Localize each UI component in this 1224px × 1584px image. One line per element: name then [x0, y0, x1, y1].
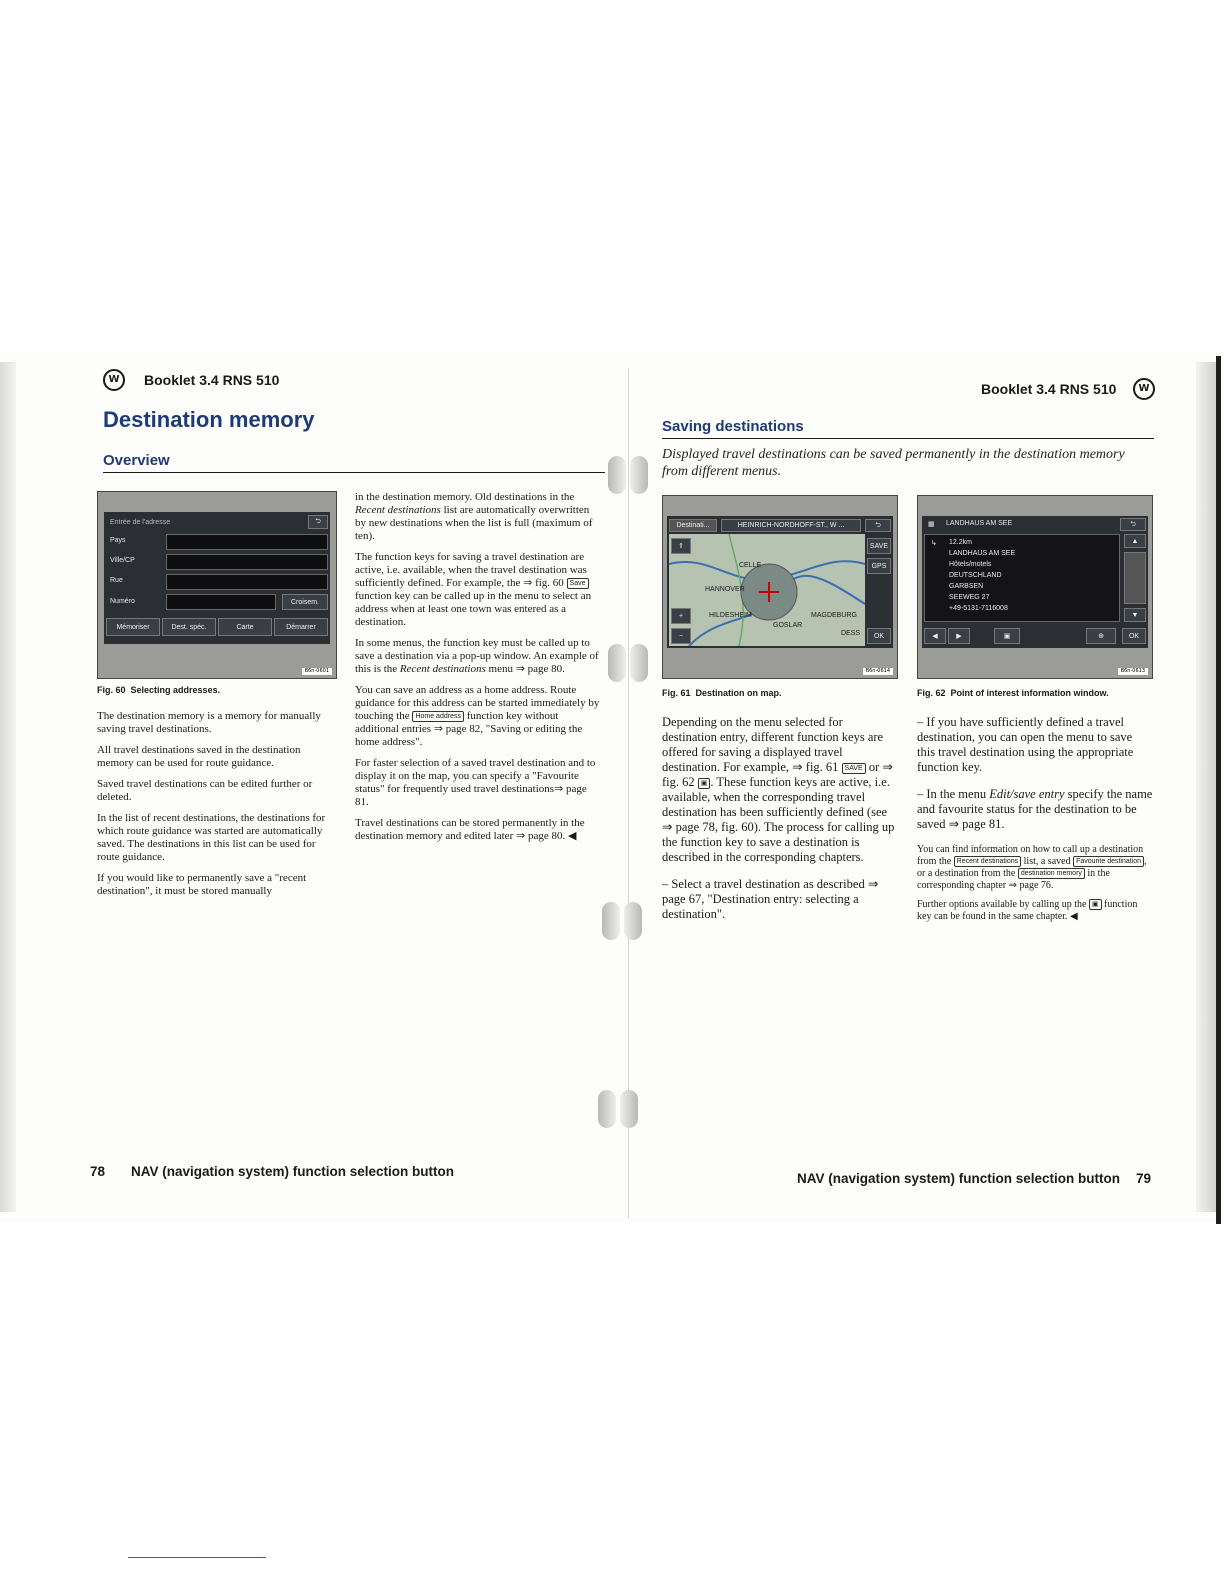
text: In some menus, the function key must be called up to save a destination via a pop-up window. An example of this is the	[355, 637, 599, 675]
next-icon[interactable]: ▶	[948, 628, 970, 644]
footer-left: NAV (navigation system) function selection button	[131, 1164, 455, 1179]
poi-line: SEEWEG 27	[949, 594, 990, 601]
text: specify the name and favourite status for the destination to be saved ⇒ page 81.	[917, 787, 1153, 831]
binder-ring	[596, 1086, 640, 1132]
text: list, a saved	[1021, 856, 1074, 867]
binder-ring	[600, 898, 644, 944]
paragraph	[662, 715, 898, 865]
poi-line: GARBSEN	[949, 583, 984, 590]
text: or ⇒ fig. 62	[662, 760, 893, 789]
text: . These function keys are active, i.e. available, when the corresponding travel destination has been sufficiently defined (see ⇒ page 78, fig. 60). The process for calling up the function key to save a destination is described in the corresponding chapters.	[662, 775, 895, 864]
text: in the destination memory. Old destinations in the	[355, 491, 575, 503]
street-field[interactable]	[166, 574, 328, 590]
binder-ring	[606, 452, 650, 498]
intersection-button[interactable]: Croisem.	[282, 594, 328, 610]
right-column-1	[662, 715, 898, 934]
city-label: HANNOVER	[705, 586, 745, 593]
paragraph: In the list of recent destinations, the destinations for which route guidance was started are automatically saved. The destinations in this list can be used for route guidance.	[97, 812, 326, 863]
figure-60-caption	[97, 685, 220, 695]
city-label: DESS	[841, 630, 861, 637]
vw-logo-icon: W	[1133, 378, 1155, 400]
favourite-destination-key: Favourite destination	[1073, 856, 1144, 867]
figure-code: B6n-0614	[863, 668, 893, 675]
city-label: HILDESHEIM	[709, 612, 752, 619]
text: , or a destination from the	[917, 856, 1147, 879]
running-header-right: Booklet 3.4 RNS 510	[981, 381, 1117, 397]
text: You can find information on how to call up a destination from the	[917, 844, 1144, 867]
save-memory-button[interactable]: Mémoriser	[106, 618, 160, 636]
right-column-2	[917, 715, 1153, 930]
map-button[interactable]: Carte	[218, 618, 272, 636]
number-field[interactable]	[166, 594, 276, 610]
emphasis: Recent destinations	[399, 663, 486, 675]
map-roads	[669, 534, 865, 646]
save-key-label: Save	[567, 578, 589, 589]
row-label: Numéro	[110, 598, 135, 605]
poi-line: LANDHAUS AM SEE	[949, 550, 1016, 557]
section-rule	[662, 438, 1154, 439]
emphasis: Edit/save entry	[989, 787, 1065, 801]
memory-key-label: ▣	[698, 778, 711, 789]
paragraph: Saved travel destinations can be edited further or deleted.	[97, 778, 313, 803]
save-key-label: SAVE	[842, 763, 866, 774]
memory-key-label: ▣	[1089, 899, 1102, 910]
figure-code: B6n-0613	[1118, 668, 1148, 675]
page-title: Destination memory	[103, 407, 315, 432]
paragraph: If you would like to permanently save a "recent destination", it must be stored manually	[97, 872, 307, 897]
screen-title: Entrée de l'adresse	[110, 519, 171, 526]
text: function key can be found in the same chapter. ◀	[917, 899, 1138, 922]
scroll-up-icon[interactable]: ▲	[1124, 534, 1146, 548]
page-edge-left	[0, 362, 16, 1212]
start-button[interactable]: Démarrer	[274, 618, 328, 636]
text: Further options available by calling up the	[917, 899, 1089, 910]
bottom-rule	[128, 1557, 266, 1558]
figure-code: B6n-0601	[302, 668, 332, 675]
binding-edge	[1216, 356, 1221, 1224]
poi-details	[924, 534, 1120, 622]
small-notes	[917, 844, 1153, 923]
row-label: Pays	[110, 537, 126, 544]
paragraph	[917, 844, 1153, 892]
caption-number: Fig. 61	[662, 688, 691, 698]
figure-60-screenshot	[97, 491, 337, 679]
paragraph: – Select a travel destination as described ⇒ page 67, "Destination entry: selecting a destination".	[662, 877, 879, 921]
map-view[interactable]	[669, 534, 865, 646]
figure-62-caption	[917, 688, 1109, 698]
save-button[interactable]: SAVE	[867, 538, 891, 554]
running-header-left: Booklet 3.4 RNS 510	[144, 372, 280, 388]
page-number-right: 79	[1136, 1171, 1152, 1186]
compass-button[interactable]: ⇑	[671, 538, 691, 554]
paragraph	[355, 637, 600, 676]
poi-line: 12.2km	[949, 539, 972, 546]
city-label: GOSLAR	[773, 622, 803, 629]
text: You can save an address as a home address. Route guidance for this address can be started immediately by touching the	[355, 684, 600, 722]
paragraph: – If you have sufficiently defined a travel destination, you can open the menu to save this travel destination using the appropriate function key.	[917, 715, 1134, 774]
poi-line: Hôtels/motels	[949, 561, 992, 568]
prev-icon[interactable]: ◀	[924, 628, 946, 644]
city-label: MAGDEBURG	[811, 612, 857, 619]
section-heading-saving: Saving destinations	[662, 418, 804, 435]
street-name-field: HEINRICH-NORDHOFF-ST., W ...	[721, 519, 861, 532]
paragraph: Travel destinations can be stored permanently in the destination memory and edited later ⇒ page 80. ◀	[355, 817, 585, 842]
text: – In the menu	[917, 787, 990, 801]
left-column-2	[355, 491, 600, 851]
page-edge-right	[1196, 362, 1218, 1212]
destination-memory-key: destination memory	[1018, 868, 1085, 879]
figure-61-caption	[662, 688, 782, 698]
emphasis: Recent destinations	[355, 504, 441, 516]
binder-ring	[606, 640, 650, 686]
text: Depending on the menu selected for destination entry, different function keys are offered for saving a displayed travel destination. For example, ⇒ fig. 61	[662, 715, 884, 774]
text: menu ⇒ page 80.	[485, 663, 565, 675]
caption-number: Fig. 60	[97, 685, 126, 695]
caption-text: Point of interest information window.	[950, 688, 1109, 698]
city-label: CELLE	[739, 562, 762, 569]
page-number-left: 78	[90, 1164, 106, 1179]
text: function key can be called up in the menu to select an address when at least one town was entered as a destination.	[355, 590, 592, 628]
poi-line: +49-5131-7116008	[949, 605, 1008, 612]
section-rule	[103, 472, 605, 473]
caption-text: Selecting addresses.	[130, 685, 221, 695]
left-column-1	[97, 710, 337, 906]
navigate-icon[interactable]: ⊕	[1086, 628, 1116, 644]
back-button[interactable]: ⮌	[308, 515, 328, 529]
direction-arrow-icon: ↳	[931, 540, 937, 547]
special-dest-button[interactable]: Dest. spéc.	[162, 618, 216, 636]
map-screen	[667, 516, 893, 648]
home-address-key-label: Home address	[412, 711, 464, 722]
poi-line: DEUTSCHLAND	[949, 572, 1002, 579]
paragraph	[917, 787, 1153, 832]
scrollbar[interactable]	[1124, 552, 1146, 604]
figure-62-screenshot	[917, 495, 1153, 679]
zoom-out-icon[interactable]: −	[671, 628, 691, 644]
section-intro: Displayed travel destinations can be saved permanently in the destination memory from different menus.	[662, 447, 1125, 479]
paragraph: The destination memory is a memory for manually saving travel destinations.	[97, 710, 321, 735]
poi-icon: ▦	[928, 521, 935, 528]
text: list are automatically overwritten by new destinations when the list is full (maximum of ten).	[355, 504, 593, 542]
ok-button[interactable]: OK	[1122, 628, 1146, 644]
zoom-in-icon[interactable]: +	[671, 608, 691, 624]
destination-tab[interactable]: Destinati...	[669, 519, 717, 532]
gps-button[interactable]: GPS	[867, 558, 891, 574]
figure-61-screenshot	[662, 495, 898, 679]
row-label: Ville/CP	[110, 557, 135, 564]
poi-info-screen	[922, 516, 1148, 648]
save-memory-icon[interactable]: ▣	[994, 628, 1020, 644]
paragraph: All travel destinations saved in the destination memory can be used for route guidance.	[97, 744, 301, 769]
caption-number: Fig. 62	[917, 688, 946, 698]
vw-logo-icon: W	[103, 369, 125, 391]
city-field[interactable]	[166, 554, 328, 570]
text: in the corresponding chapter ⇒ page 76.	[917, 868, 1110, 891]
back-button[interactable]: ⮌	[1120, 518, 1146, 531]
row-label: Rue	[110, 577, 123, 584]
country-field[interactable]	[166, 534, 328, 550]
paragraph	[355, 684, 600, 749]
paragraph	[355, 491, 600, 543]
caption-text: Destination on map.	[695, 688, 782, 698]
paragraph: For faster selection of a saved travel destination and to display it on the map, you can specify a "Favourite status" for frequently used travel destinations⇒ page 81.	[355, 757, 596, 808]
text: The function keys for saving a travel destination are active, i.e. available, when the travel destination was sufficiently defined. For example, the ⇒ fig. 60	[355, 551, 587, 589]
scroll-down-icon[interactable]: ▼	[1124, 608, 1146, 622]
text: function key without additional entries ⇒ page 82, "Saving or editing the home address".	[355, 710, 583, 748]
section-heading-overview: Overview	[103, 452, 170, 469]
poi-title: LANDHAUS AM SEE	[946, 520, 1013, 527]
ok-button[interactable]: OK	[867, 628, 891, 644]
address-entry-screen	[104, 512, 330, 644]
paragraph	[355, 551, 600, 629]
paragraph	[917, 899, 1153, 923]
footer-right: NAV (navigation system) function selection button	[797, 1171, 1121, 1186]
back-button[interactable]: ⮌	[865, 519, 891, 532]
recent-destinations-key: Recent destinations	[954, 856, 1021, 867]
